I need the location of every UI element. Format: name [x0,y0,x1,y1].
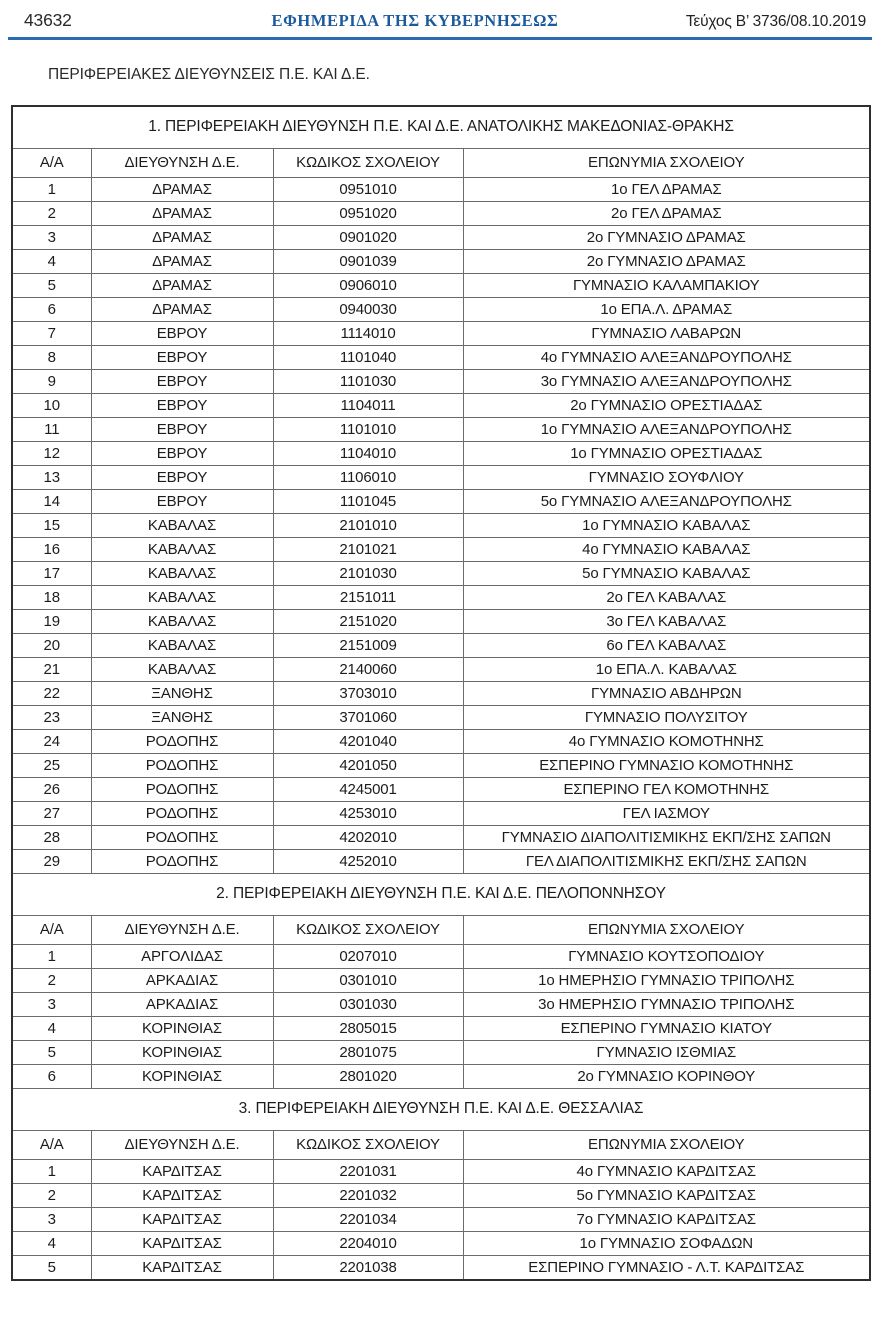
section-title-row-1 [12,106,870,149]
table-row [12,370,870,394]
cell-directorate: ΑΡΚΑΔΙΑΣ [91,969,273,993]
column-header: ΔΙΕΥΘΥΝΣΗ Δ.Ε. [91,916,273,945]
cell-school-code: 0901020 [273,226,463,250]
cell-school-code: 0901039 [273,250,463,274]
cell-index: 11 [12,418,91,442]
cell-directorate: ΚΑΒΑΛΑΣ [91,538,273,562]
cell-school-name: ΓΕΛ ΙΑΣΜΟΥ [463,802,870,826]
cell-index: 18 [12,586,91,610]
cell-index: 1 [12,178,91,202]
cell-school-code: 0906010 [273,274,463,298]
table-row [12,826,870,850]
cell-directorate: ΚΑΡΔΙΤΣΑΣ [91,1232,273,1256]
cell-index: 4 [12,1017,91,1041]
table-row [12,466,870,490]
cell-directorate: ΞΑΝΘΗΣ [91,682,273,706]
cell-directorate: ΔΡΑΜΑΣ [91,298,273,322]
table-row [12,490,870,514]
cell-directorate: ΡΟΔΟΠΗΣ [91,778,273,802]
cell-school-name: 3ο ΓΕΛ ΚΑΒΑΛΑΣ [463,610,870,634]
cell-index: 1 [12,1160,91,1184]
cell-directorate: ΑΡΓΟΛΙΔΑΣ [91,945,273,969]
cell-school-name: 3ο ΗΜΕΡΗΣΙΟ ΓΥΜΝΑΣΙΟ ΤΡΙΠΟΛΗΣ [463,993,870,1017]
cell-index: 26 [12,778,91,802]
table-row [12,1160,870,1184]
gazette-masthead-title: ΕΦΗΜΕΡΙΔΑ ΤΗΣ ΚΥΒΕΡΝΗΣΕΩΣ [271,11,559,30]
cell-school-name: 1ο ΓΥΜΝΑΣΙΟ ΟΡΕΣΤΙΑΔΑΣ [463,442,870,466]
school-codes-table [11,105,871,1281]
cell-directorate: ΚΑΒΑΛΑΣ [91,562,273,586]
cell-index: 22 [12,682,91,706]
table-row [12,442,870,466]
cell-school-code: 2151020 [273,610,463,634]
table-row [12,1065,870,1089]
cell-school-name: ΕΣΠΕΡΙΝΟ ΓΥΜΝΑΣΙΟ ΚΟΜΟΤΗΝΗΣ [463,754,870,778]
cell-index: 3 [12,226,91,250]
cell-directorate: ΕΒΡΟΥ [91,394,273,418]
cell-school-name: 5ο ΓΥΜΝΑΣΙΟ ΚΑΒΑΛΑΣ [463,562,870,586]
section-title: 1. ΠΕΡΙΦΕΡΕΙΑΚΗ ΔΙΕΥΘΥΝΣΗ Π.Ε. ΚΑΙ Δ.Ε. ΑΝΑΤΟΛΙΚΗΣ ΜΑΚΕΔΟΝΙΑΣ-ΘΡΑΚΗΣ [12,106,870,149]
column-header-row [12,916,870,945]
column-header: ΕΠΩΝΥΜΙΑ ΣΧΟΛΕΙΟΥ [463,916,870,945]
cell-school-code: 1101010 [273,418,463,442]
table-row [12,1017,870,1041]
cell-school-name: ΓΥΜΝΑΣΙΟ ΔΙΑΠΟΛΙΤΙΣΜΙΚΗΣ ΕΚΠ/ΣΗΣ ΣΑΠΩΝ [463,826,870,850]
cell-directorate: ΔΡΑΜΑΣ [91,226,273,250]
cell-school-name: ΓΕΛ ΔΙΑΠΟΛΙΤΙΣΜΙΚΗΣ ΕΚΠ/ΣΗΣ ΣΑΠΩΝ [463,850,870,874]
cell-school-code: 2801020 [273,1065,463,1089]
cell-school-code: 1104010 [273,442,463,466]
cell-school-name: 2ο ΓΥΜΝΑΣΙΟ ΟΡΕΣΤΙΑΔΑΣ [463,394,870,418]
cell-index: 19 [12,610,91,634]
cell-directorate: ΚΟΡΙΝΘΙΑΣ [91,1017,273,1041]
cell-directorate: ΑΡΚΑΔΙΑΣ [91,993,273,1017]
table-row [12,945,870,969]
cell-school-name: ΓΥΜΝΑΣΙΟ ΚΑΛΑΜΠΑΚΙΟΥ [463,274,870,298]
cell-school-code: 1114010 [273,322,463,346]
cell-school-name: 1ο ΓΥΜΝΑΣΙΟ ΣΟΦΑΔΩΝ [463,1232,870,1256]
cell-directorate: ΚΟΡΙΝΘΙΑΣ [91,1041,273,1065]
cell-directorate: ΔΡΑΜΑΣ [91,250,273,274]
cell-index: 9 [12,370,91,394]
table-row [12,202,870,226]
table-row [12,1208,870,1232]
cell-directorate: ΔΡΑΜΑΣ [91,178,273,202]
column-header: ΕΠΩΝΥΜΙΑ ΣΧΟΛΕΙΟΥ [463,1131,870,1160]
cell-school-code: 4253010 [273,802,463,826]
cell-directorate: ΔΡΑΜΑΣ [91,202,273,226]
cell-index: 27 [12,802,91,826]
cell-school-code: 4201050 [273,754,463,778]
cell-school-name: 1ο ΓΥΜΝΑΣΙΟ ΑΛΕΞΑΝΔΡΟΥΠΟΛΗΣ [463,418,870,442]
table-row [12,1256,870,1281]
regional-directorates-tables [11,105,869,1281]
cell-index: 20 [12,634,91,658]
table-row [12,562,870,586]
page-number: 43632 [24,10,72,30]
table-row [12,178,870,202]
cell-directorate: ΕΒΡΟΥ [91,346,273,370]
cell-directorate: ΕΒΡΟΥ [91,418,273,442]
table-row [12,706,870,730]
cell-school-name: 5ο ΓΥΜΝΑΣΙΟ ΚΑΡΔΙΤΣΑΣ [463,1184,870,1208]
table-row [12,514,870,538]
cell-school-name: 2ο ΓΥΜΝΑΣΙΟ ΚΟΡΙΝΘΟΥ [463,1065,870,1089]
section-title-row-3 [12,1089,870,1131]
cell-school-code: 2201031 [273,1160,463,1184]
cell-index: 29 [12,850,91,874]
cell-directorate: ΚΑΡΔΙΤΣΑΣ [91,1256,273,1281]
cell-school-code: 2151009 [273,634,463,658]
cell-school-code: 3701060 [273,706,463,730]
cell-index: 3 [12,993,91,1017]
cell-school-name: ΕΣΠΕΡΙΝΟ ΓΥΜΝΑΣΙΟ - Λ.Τ. ΚΑΡΔΙΤΣΑΣ [463,1256,870,1281]
cell-school-code: 2801075 [273,1041,463,1065]
cell-school-code: 2101030 [273,562,463,586]
cell-directorate: ΚΑΒΑΛΑΣ [91,610,273,634]
cell-index: 25 [12,754,91,778]
cell-school-code: 2140060 [273,658,463,682]
table-row [12,250,870,274]
cell-index: 2 [12,969,91,993]
column-header: ΚΩΔΙΚΟΣ ΣΧΟΛΕΙΟΥ [273,916,463,945]
cell-index: 23 [12,706,91,730]
column-header: ΚΩΔΙΚΟΣ ΣΧΟΛΕΙΟΥ [273,149,463,178]
cell-school-name: ΓΥΜΝΑΣΙΟ ΙΣΘΜΙΑΣ [463,1041,870,1065]
cell-school-code: 4252010 [273,850,463,874]
table-row [12,778,870,802]
cell-index: 10 [12,394,91,418]
cell-school-code: 2201038 [273,1256,463,1281]
cell-index: 4 [12,1232,91,1256]
cell-index: 5 [12,274,91,298]
cell-index: 21 [12,658,91,682]
column-header: Α/Α [12,149,91,178]
cell-directorate: ΞΑΝΘΗΣ [91,706,273,730]
cell-school-code: 0951010 [273,178,463,202]
cell-school-name: 6ο ΓΕΛ ΚΑΒΑΛΑΣ [463,634,870,658]
cell-index: 24 [12,730,91,754]
table-row [12,634,870,658]
cell-school-code: 0207010 [273,945,463,969]
table-row [12,850,870,874]
cell-index: 15 [12,514,91,538]
cell-school-code: 0951020 [273,202,463,226]
cell-school-name: ΓΥΜΝΑΣΙΟ ΛΑΒΑΡΩΝ [463,322,870,346]
cell-school-name: 5ο ΓΥΜΝΑΣΙΟ ΑΛΕΞΑΝΔΡΟΥΠΟΛΗΣ [463,490,870,514]
cell-index: 13 [12,466,91,490]
cell-school-name: 2ο ΓΕΛ ΚΑΒΑΛΑΣ [463,586,870,610]
column-header: ΚΩΔΙΚΟΣ ΣΧΟΛΕΙΟΥ [273,1131,463,1160]
page-header [8,0,872,40]
cell-school-code: 2201034 [273,1208,463,1232]
cell-school-name: 4ο ΓΥΜΝΑΣΙΟ ΚΑΡΔΙΤΣΑΣ [463,1160,870,1184]
column-header: ΕΠΩΝΥΜΙΑ ΣΧΟΛΕΙΟΥ [463,149,870,178]
cell-index: 5 [12,1256,91,1281]
cell-school-name: ΕΣΠΕΡΙΝΟ ΓΥΜΝΑΣΙΟ ΚΙΑΤΟΥ [463,1017,870,1041]
cell-school-code: 1101040 [273,346,463,370]
cell-school-code: 2101010 [273,514,463,538]
cell-school-code: 2204010 [273,1232,463,1256]
cell-school-code: 0940030 [273,298,463,322]
cell-directorate: ΚΟΡΙΝΘΙΑΣ [91,1065,273,1089]
table-row [12,658,870,682]
cell-index: 12 [12,442,91,466]
cell-school-name: ΓΥΜΝΑΣΙΟ ΚΟΥΤΣΟΠΟΔΙΟΥ [463,945,870,969]
cell-school-name: ΓΥΜΝΑΣΙΟ ΑΒΔΗΡΩΝ [463,682,870,706]
column-header-row [12,149,870,178]
table-row [12,730,870,754]
cell-school-code: 4202010 [273,826,463,850]
table-row [12,802,870,826]
issue-info: Τεύχος Β’ 3736/08.10.2019 [685,13,866,30]
cell-school-code: 3703010 [273,682,463,706]
cell-directorate: ΕΒΡΟΥ [91,322,273,346]
cell-directorate: ΚΑΡΔΙΤΣΑΣ [91,1208,273,1232]
cell-directorate: ΡΟΔΟΠΗΣ [91,802,273,826]
cell-directorate: ΚΑΡΔΙΤΣΑΣ [91,1160,273,1184]
table-row [12,226,870,250]
section-title: 2. ΠΕΡΙΦΕΡΕΙΑΚΗ ΔΙΕΥΘΥΝΣΗ Π.Ε. ΚΑΙ Δ.Ε. ΠΕΛΟΠΟΝΝΗΣΟΥ [12,874,870,916]
cell-school-code: 0301010 [273,969,463,993]
cell-school-code: 2201032 [273,1184,463,1208]
cell-directorate: ΚΑΒΑΛΑΣ [91,586,273,610]
table-row [12,298,870,322]
cell-school-name: ΓΥΜΝΑΣΙΟ ΠΟΛΥΣΙΤΟΥ [463,706,870,730]
cell-school-code: 0301030 [273,993,463,1017]
cell-index: 17 [12,562,91,586]
section-title-row-2 [12,874,870,916]
table-row [12,610,870,634]
cell-school-name: 2ο ΓΥΜΝΑΣΙΟ ΔΡΑΜΑΣ [463,250,870,274]
cell-index: 4 [12,250,91,274]
cell-index: 8 [12,346,91,370]
cell-school-code: 1104011 [273,394,463,418]
cell-directorate: ΡΟΔΟΠΗΣ [91,754,273,778]
cell-school-code: 1101030 [273,370,463,394]
column-header-row [12,1131,870,1160]
cell-school-name: 1ο ΕΠΑ.Λ. ΚΑΒΑΛΑΣ [463,658,870,682]
cell-directorate: ΚΑΒΑΛΑΣ [91,514,273,538]
cell-index: 6 [12,1065,91,1089]
cell-index: 7 [12,322,91,346]
cell-directorate: ΡΟΔΟΠΗΣ [91,850,273,874]
table-row [12,1041,870,1065]
cell-index: 2 [12,202,91,226]
cell-directorate: ΕΒΡΟΥ [91,442,273,466]
cell-school-name: 4ο ΓΥΜΝΑΣΙΟ ΑΛΕΞΑΝΔΡΟΥΠΟΛΗΣ [463,346,870,370]
cell-index: 5 [12,1041,91,1065]
cell-school-name: 7ο ΓΥΜΝΑΣΙΟ ΚΑΡΔΙΤΣΑΣ [463,1208,870,1232]
cell-school-name: 4ο ΓΥΜΝΑΣΙΟ ΚΑΒΑΛΑΣ [463,538,870,562]
intro-heading: ΠΕΡΙΦΕΡΕΙΑΚΕΣ ΔΙΕΥΘΥΝΣΕΙΣ Π.Ε. ΚΑΙ Δ.Ε. [48,66,370,83]
table-row [12,1232,870,1256]
table-row [12,682,870,706]
cell-school-code: 4245001 [273,778,463,802]
cell-school-name: 1ο ΓΥΜΝΑΣΙΟ ΚΑΒΑΛΑΣ [463,514,870,538]
cell-school-name: 2ο ΓΥΜΝΑΣΙΟ ΔΡΑΜΑΣ [463,226,870,250]
cell-index: 14 [12,490,91,514]
cell-index: 6 [12,298,91,322]
cell-index: 2 [12,1184,91,1208]
cell-index: 28 [12,826,91,850]
cell-directorate: ΚΑΡΔΙΤΣΑΣ [91,1184,273,1208]
column-header: Α/Α [12,916,91,945]
cell-directorate: ΡΟΔΟΠΗΣ [91,730,273,754]
table-row [12,346,870,370]
section-title: 3. ΠΕΡΙΦΕΡΕΙΑΚΗ ΔΙΕΥΘΥΝΣΗ Π.Ε. ΚΑΙ Δ.Ε. ΘΕΣΣΑΛΙΑΣ [12,1089,870,1131]
cell-school-code: 4201040 [273,730,463,754]
cell-school-code: 2101021 [273,538,463,562]
cell-directorate: ΔΡΑΜΑΣ [91,274,273,298]
column-header: ΔΙΕΥΘΥΝΣΗ Δ.Ε. [91,149,273,178]
cell-index: 1 [12,945,91,969]
table-row [12,754,870,778]
cell-directorate: ΕΒΡΟΥ [91,466,273,490]
table-row [12,969,870,993]
cell-school-name: 1ο ΕΠΑ.Λ. ΔΡΑΜΑΣ [463,298,870,322]
cell-directorate: ΕΒΡΟΥ [91,490,273,514]
table-row [12,993,870,1017]
table-row [12,322,870,346]
cell-school-code: 1106010 [273,466,463,490]
cell-school-name: ΓΥΜΝΑΣΙΟ ΣΟΥΦΛΙΟΥ [463,466,870,490]
cell-index: 16 [12,538,91,562]
cell-directorate: ΚΑΒΑΛΑΣ [91,634,273,658]
cell-school-name: 3ο ΓΥΜΝΑΣΙΟ ΑΛΕΞΑΝΔΡΟΥΠΟΛΗΣ [463,370,870,394]
table-row [12,586,870,610]
column-header: ΔΙΕΥΘΥΝΣΗ Δ.Ε. [91,1131,273,1160]
cell-school-name: 2ο ΓΕΛ ΔΡΑΜΑΣ [463,202,870,226]
cell-school-code: 2151011 [273,586,463,610]
cell-index: 3 [12,1208,91,1232]
cell-school-code: 2805015 [273,1017,463,1041]
table-row [12,538,870,562]
cell-school-name: 1ο ΗΜΕΡΗΣΙΟ ΓΥΜΝΑΣΙΟ ΤΡΙΠΟΛΗΣ [463,969,870,993]
cell-directorate: ΕΒΡΟΥ [91,370,273,394]
cell-school-name: 1ο ΓΕΛ ΔΡΑΜΑΣ [463,178,870,202]
table-row [12,394,870,418]
cell-school-name: ΕΣΠΕΡΙΝΟ ΓΕΛ ΚΟΜΟΤΗΝΗΣ [463,778,870,802]
table-row [12,274,870,298]
cell-directorate: ΡΟΔΟΠΗΣ [91,826,273,850]
column-header: Α/Α [12,1131,91,1160]
cell-directorate: ΚΑΒΑΛΑΣ [91,658,273,682]
table-row [12,418,870,442]
cell-school-code: 1101045 [273,490,463,514]
table-row [12,1184,870,1208]
cell-school-name: 4ο ΓΥΜΝΑΣΙΟ ΚΟΜΟΤΗΝΗΣ [463,730,870,754]
